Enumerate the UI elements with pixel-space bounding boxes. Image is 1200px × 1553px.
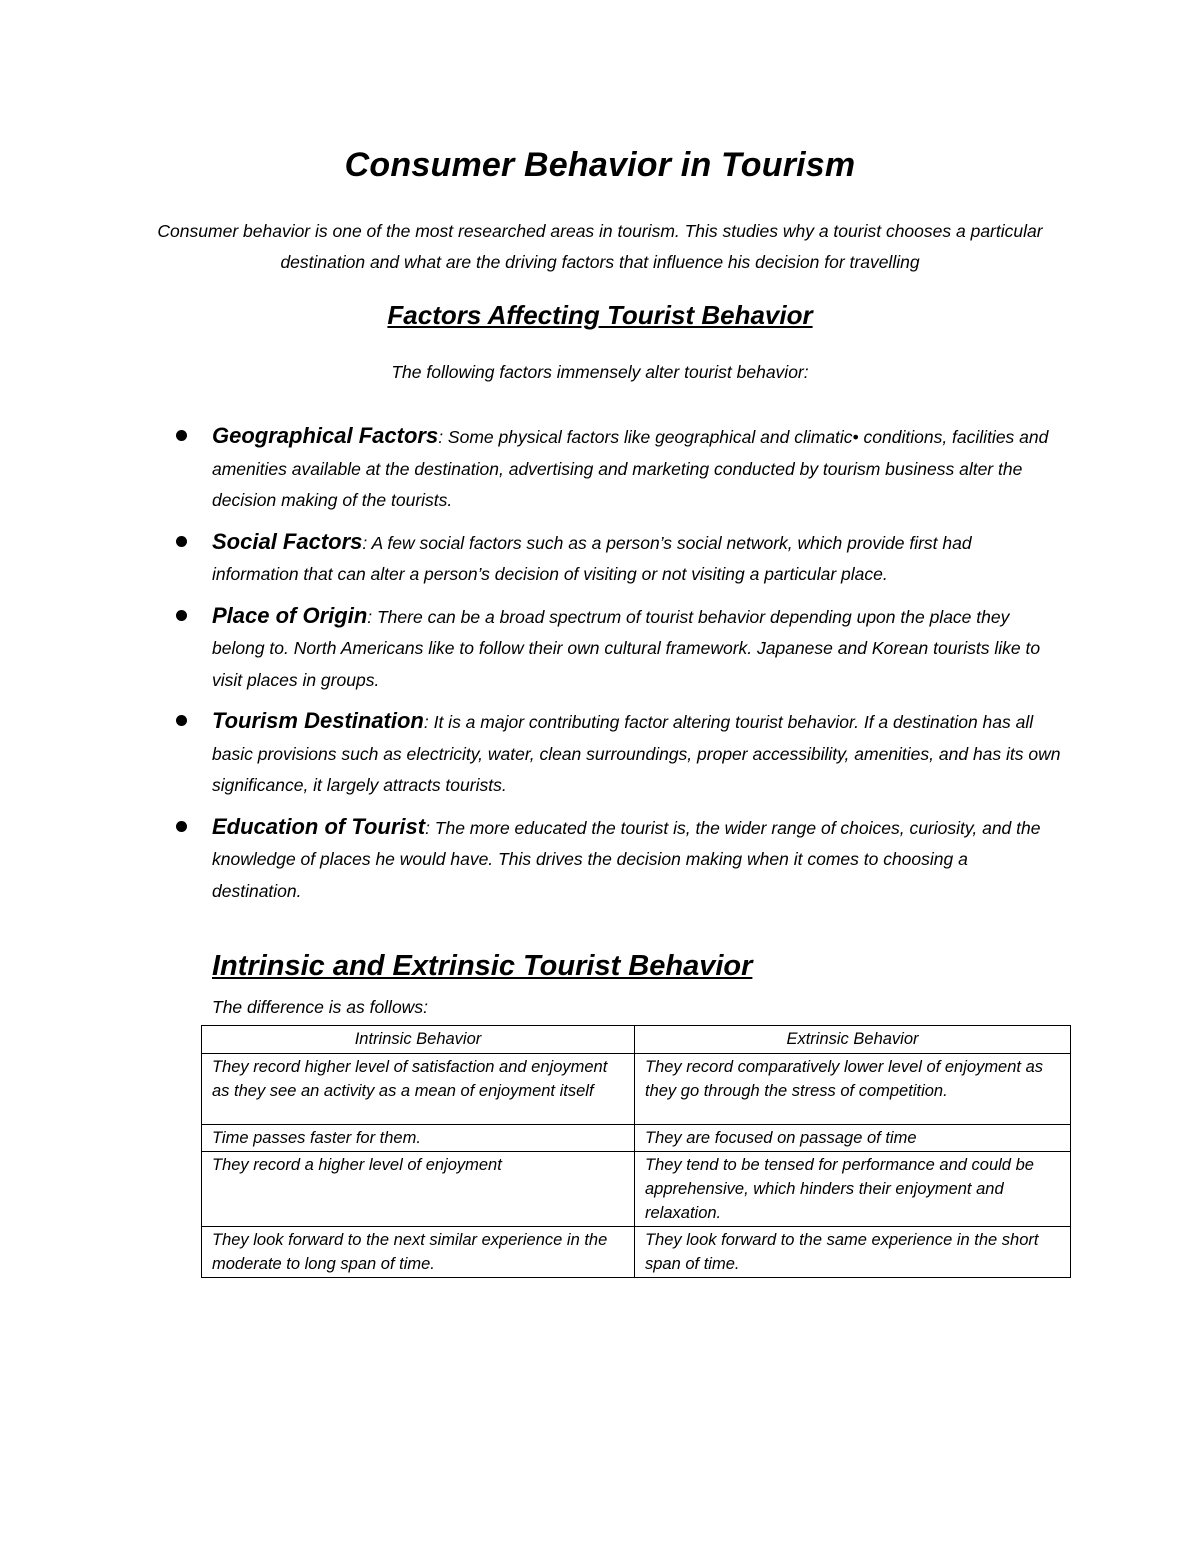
- factor-text: : It is a major contributing factor altering tourist behavior. If a destination has all basic provisions such as electricity, water, clean surroundings, proper accessibility, amenities, and has its own significance, it largely attracts tourists.: [212, 712, 1061, 795]
- list-item-geographical-factors: [172, 420, 1062, 517]
- factors-list: [172, 420, 1062, 916]
- bullet-icon: [176, 536, 187, 547]
- table-cell: They record a higher level of enjoyment: [202, 1152, 635, 1227]
- list-item-place-of-origin: [172, 600, 1062, 697]
- list-item-tourism-destination: [172, 705, 1062, 802]
- comparison-table: [201, 1025, 1071, 1278]
- table-cell: They tend to be tensed for performance and could be apprehensive, which hinders their enjoyment and relaxation.: [635, 1152, 1071, 1227]
- table-row: [202, 1125, 1071, 1152]
- table-row: [202, 1152, 1071, 1227]
- column-header-extrinsic: Extrinsic Behavior: [635, 1026, 1071, 1054]
- list-item-social-factors: [172, 526, 1062, 591]
- factor-text: : A few social factors such as a person’s social network, which provide first had information that can alter a person’s decision of visiting or not visiting a particular place.: [212, 532, 972, 584]
- table-cell: They record comparatively lower level of enjoyment as they go through the stress of competition.: [635, 1054, 1071, 1125]
- list-item-education-of-tourist: [172, 811, 1062, 908]
- comparison-lead: The difference is as follows:: [212, 997, 428, 1017]
- factors-heading: Factors Affecting Tourist Behavior: [387, 300, 813, 330]
- factor-name: Tourism Destination: [212, 708, 424, 733]
- factors-lead: The following factors immensely alter tourist behavior:: [391, 362, 809, 382]
- factor-name: Place of Origin: [212, 602, 368, 628]
- table-header-row: [202, 1026, 1071, 1054]
- column-header-intrinsic: Intrinsic Behavior: [202, 1026, 635, 1054]
- table-row: [202, 1227, 1071, 1278]
- page-title: Consumer Behavior in Tourism: [344, 146, 856, 184]
- table-cell: They look forward to the same experience in the short span of time.: [635, 1227, 1071, 1278]
- factor-text: : The more educated the tourist is, the wider range of choices, curiosity, and the knowledge of places he would have. This drives the decision making when it comes to choosing a destination.: [212, 817, 1041, 901]
- bullet-icon: [176, 430, 187, 441]
- bullet-icon: [176, 821, 187, 832]
- intro-paragraph: Consumer behavior is one of the most researched areas in tourism. This studies why a tourist chooses a particular destination and what are the driving factors that influence his decision for travelling: [157, 221, 1043, 272]
- table-cell: Time passes faster for them.: [202, 1125, 635, 1152]
- table-cell: They record higher level of satisfaction and enjoyment as they see an activity as a mean of enjoyment itself: [202, 1054, 635, 1125]
- factor-text: : There can be a broad spectrum of tourist behavior depending upon the place they belong to. North Americans like to follow their own cultural framework. Japanese and Korean tourists like to visit places in groups.: [212, 606, 1041, 690]
- comparison-heading: Intrinsic and Extrinsic Tourist Behavior: [212, 950, 753, 982]
- table-row: [202, 1054, 1071, 1125]
- factor-name: Education of Tourist: [212, 813, 426, 839]
- bullet-icon: [176, 715, 187, 726]
- factor-name: Geographical Factors: [212, 423, 439, 448]
- table-cell: They are focused on passage of time: [635, 1125, 1071, 1152]
- factor-text: : Some physical factors like geographical and climatic• conditions, facilities and amenities available at the destination, advertising and marketing conducted by tourism business alter the decision making of the tourists.: [212, 427, 1049, 510]
- table-cell: They look forward to the next similar experience in the moderate to long span of time.: [202, 1227, 635, 1278]
- factor-name: Social Factors: [212, 528, 363, 554]
- bullet-icon: [176, 610, 187, 621]
